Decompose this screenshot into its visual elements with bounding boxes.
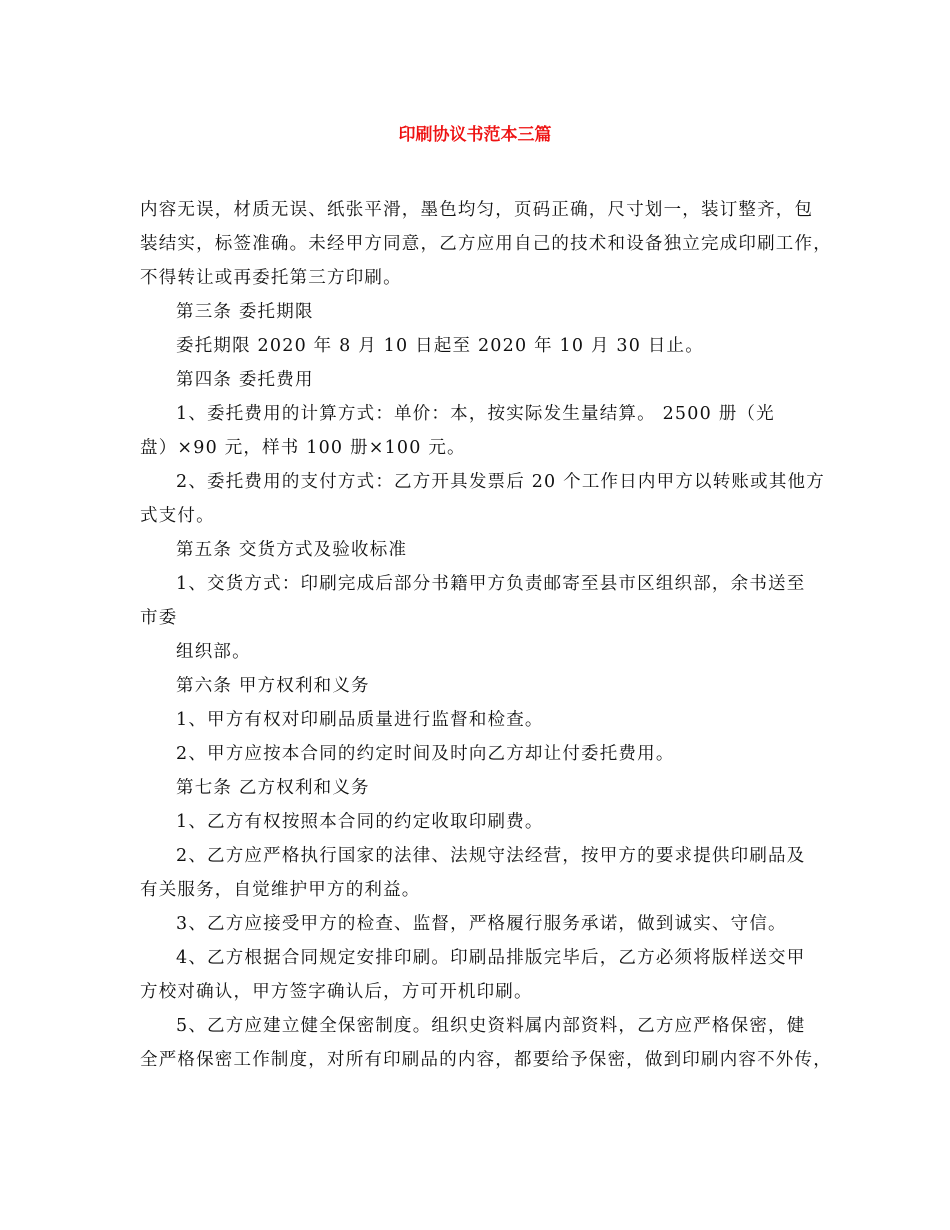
section-heading-article-4: 第四条 委托费用	[176, 370, 314, 390]
text-line: 1、委托费用的计算方式：单价：本，按实际发生量结算。 2500 册（光	[176, 404, 775, 424]
section-heading-article-6: 第六条 甲方权利和义务	[176, 676, 370, 696]
text-line: 组织部。	[176, 642, 251, 662]
text-line: 2、甲方应按本合同的约定时间及时向乙方却让付委托费用。	[176, 744, 675, 764]
text-line: 3、乙方应接受甲方的检查、监督，严格履行服务承诺，做到诚实、守信。	[176, 914, 787, 934]
text-line: 1、乙方有权按照本合同的约定收取印刷费。	[176, 812, 544, 832]
text-line: 内容无误，材质无误、纸张平滑，墨色均匀，页码正确，尺寸划一，装订整齐，包	[140, 200, 814, 220]
text-line: 盘）×90 元，样书 100 册×100 元。	[140, 438, 466, 458]
text-line: 有关服务，自觉维护甲方的利益。	[140, 880, 421, 900]
text-line: 市委	[140, 608, 178, 628]
text-line: 式支付。	[140, 506, 215, 526]
text-line: 全严格保密工作制度，对所有印刷品的内容，都要给予保密，做到印刷内容不外传，	[140, 1050, 832, 1070]
document-body	[140, 193, 832, 1077]
text-line: 委托期限 2020 年 8 月 10 日起至 2020 年 10 月 30 日止。	[176, 336, 704, 356]
text-line: 4、乙方根据合同规定安排印刷。印刷品排版完毕后，乙方必须将版样送交甲	[176, 948, 806, 968]
section-heading-article-7: 第七条 乙方权利和义务	[176, 778, 370, 798]
text-line: 2、乙方应严格执行国家的法律、法规守法经营，按甲方的要求提供印刷品及	[176, 846, 806, 866]
section-heading-article-5: 第五条 交货方式及验收标准	[176, 540, 408, 560]
document-title: 印刷协议书范本三篇	[398, 125, 552, 145]
text-line: 1、甲方有权对印刷品质量进行监督和检查。	[176, 710, 544, 730]
text-line: 装结实，标签准确。未经甲方同意，乙方应用自己的技术和设备独立完成印刷工作，	[140, 234, 832, 254]
text-line: 1、交货方式：印刷完成后部分书籍甲方负责邮寄至县市区组织部，余书送至	[176, 574, 806, 594]
text-line: 方校对确认，甲方签字确认后，方可开机印刷。	[140, 982, 533, 1002]
section-heading-article-3: 第三条 委托期限	[176, 302, 314, 322]
text-line: 5、乙方应建立健全保密制度。组织史资料属内部资料，乙方应严格保密，健	[176, 1016, 806, 1036]
text-line: 不得转让或再委托第三方印刷。	[140, 268, 402, 288]
text-line: 2、委托费用的支付方式：乙方开具发票后 20 个工作日内甲方以转账或其他方	[176, 472, 825, 492]
